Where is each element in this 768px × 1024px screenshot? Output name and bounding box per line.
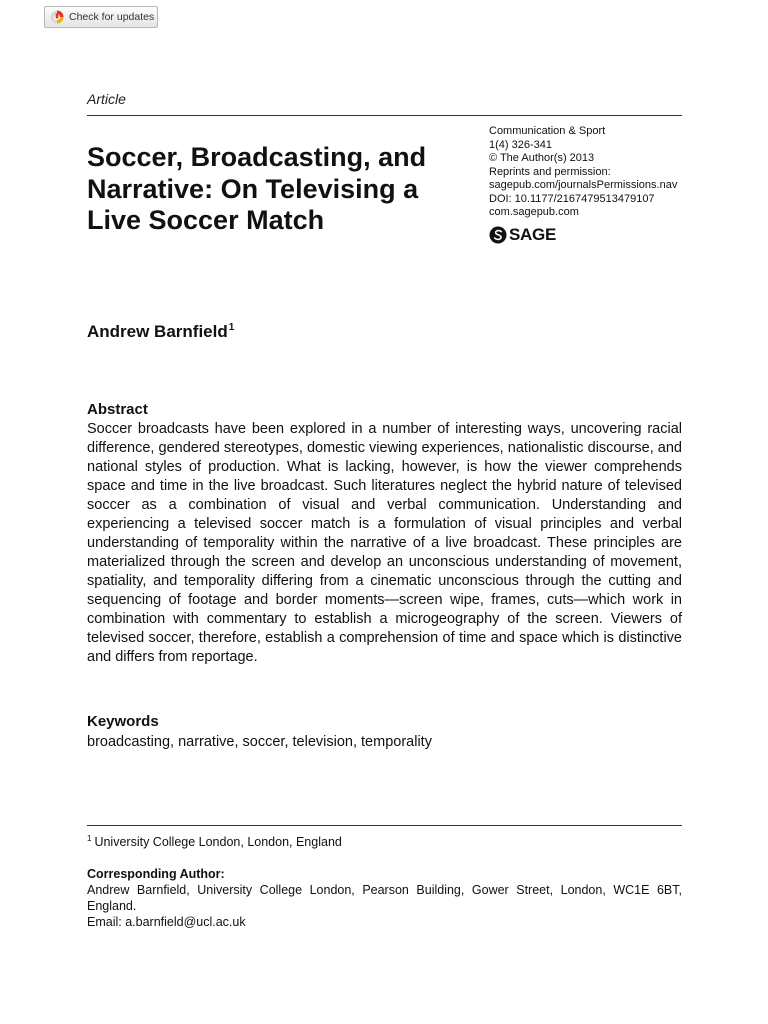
reprints-link[interactable]: sagepub.com/journalsPermissions.nav — [489, 179, 678, 191]
footnote-affiliation — [87, 834, 342, 849]
keywords-text: broadcasting, narrative, soccer, television, temporality — [87, 734, 432, 750]
corresponding-author-address: Andrew Barnfield, University College London, Pearson Building, Gower Street, London, WC1E 6BT, England. — [87, 883, 682, 913]
corresponding-author-email[interactable]: Email: a.barnfield@ucl.ac.uk — [87, 915, 246, 929]
journal-metadata — [489, 125, 689, 244]
sage-logo-text: SAGE — [509, 224, 556, 244]
sage-logo-icon — [489, 226, 507, 244]
abstract-heading: Abstract — [87, 401, 148, 418]
crossmark-icon — [50, 10, 64, 24]
copyright: © The Author(s) 2013 — [489, 152, 595, 164]
author-name — [87, 322, 234, 342]
doi-link[interactable]: DOI: 10.1177/2167479513479107 — [489, 192, 655, 205]
journal-name: Communication & Sport — [489, 125, 606, 137]
author-affiliation-marker: 1 — [228, 322, 235, 333]
check-for-updates-label: Check for updates — [69, 11, 155, 23]
corresponding-author-block — [87, 866, 682, 930]
reprints-label: Reprints and permission: — [489, 165, 611, 178]
journal-site-link[interactable]: com.sagepub.com — [489, 206, 579, 218]
sage-logo — [489, 226, 689, 244]
keywords-heading: Keywords — [87, 713, 159, 730]
article-title: Soccer, Broadcasting, and Narrative: On Televising a Live Soccer Match — [87, 142, 427, 235]
article-type-label: Article — [87, 91, 126, 107]
corresponding-author-heading: Corresponding Author: — [87, 867, 225, 881]
volume-pages: 1(4) 326-341 — [489, 138, 552, 151]
footnote-divider — [87, 825, 682, 826]
abstract-text: Soccer broadcasts have been explored in a number of interesting ways, uncovering racial difference, gendered stereotypes, domestic viewing experiences, nationalistic discourse, and national styles of production. What is lacking, however, is how the viewer comprehends space and time in the live broadcast. Such literatures neglect the hybrid nature of televised soccer as a combination of visual and verbal communication. Understanding and experiencing a televised soccer match is a formulation of visual principles and verbal understanding of temporality within the narrative of a live broadcast. These principles are materialized through the screen and develop an unconscious understanding of movement, spatiality, and temporality differing from a cinematic unconscious through the cutting and sequencing of footage and border moments—screen wipe, frames, cuts—which work in combination with commentary to establish a microgeography of the screen. Viewers of televised soccer, therefore, establish a comprehension of time and space which is distinctive and differs from reportage. — [87, 421, 682, 665]
check-for-updates-button[interactable] — [44, 6, 158, 28]
footnote-marker: 1 — [87, 834, 92, 843]
footnote-affiliation-text: University College London, London, England — [94, 835, 342, 849]
header-divider — [87, 115, 682, 116]
author-name-text: Andrew Barnfield — [87, 322, 228, 341]
